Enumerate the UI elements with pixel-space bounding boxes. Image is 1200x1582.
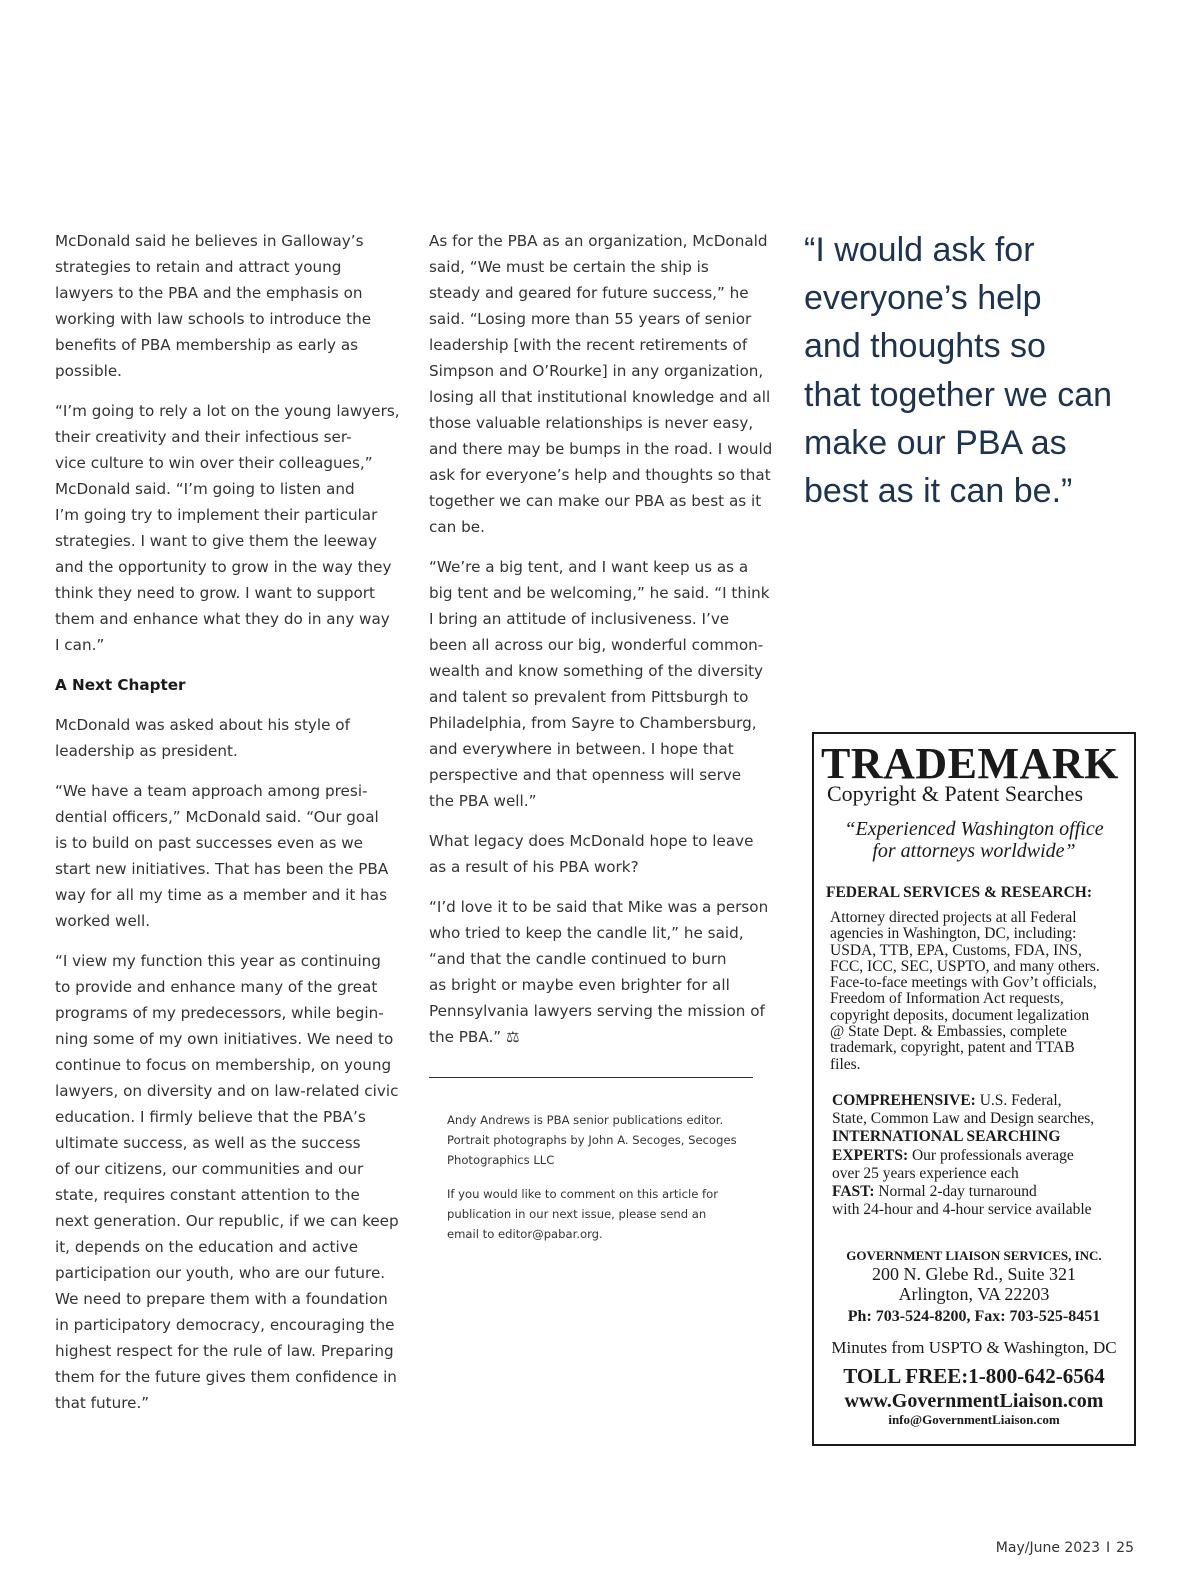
text-line: worked well. [55, 912, 151, 930]
text-line: lawyers, on diversity and on law-related civic [55, 1082, 399, 1100]
ad-company-name: GOVERNMENT LIAISON SERVICES, INC. [846, 1248, 1102, 1263]
text-line: as bright or maybe even brighter for all [429, 976, 730, 994]
paragraph [55, 712, 395, 764]
paragraph [55, 948, 399, 1416]
text-line: to provide and enhance many of the great [55, 978, 378, 996]
quote-line: everyone’s help [804, 279, 1042, 318]
text-line: “and that the candle continued to burn [429, 950, 727, 968]
text-line: and there may be bumps in the road. I would [429, 440, 773, 458]
ad-email: info@GovernmentLiaison.com [888, 1412, 1060, 1427]
text-line: working with law schools to introduce the [55, 310, 372, 328]
text-line: can be. [429, 518, 485, 536]
text-line: Attorney directed projects at all Federal [830, 909, 1077, 926]
text-line: files. [830, 1055, 861, 1073]
divider-rule [429, 1077, 753, 1078]
text-line: steady and geared for future success,” he [429, 284, 749, 302]
text-line: “I’m going to rely a lot on the young lawyers, [55, 402, 400, 420]
text-line: As for the PBA as an organization, McDonald [429, 232, 768, 250]
text-line: We need to prepare them with a foundation [55, 1290, 388, 1308]
text-line: dential officers,” McDonald said. “Our goal [55, 808, 379, 826]
text-line: Philadelphia, from Sayre to Chambersburg, [429, 714, 757, 732]
tagline-line: for attorneys worldwide” [872, 840, 1076, 862]
text-line: ning some of my own initiatives. We need to [55, 1030, 394, 1048]
text-line: way for all my time as a member and it has [55, 886, 387, 904]
text-line: strategies. I want to give them the leeway [55, 532, 377, 550]
paragraph [429, 828, 769, 880]
text-line: I bring an attitude of inclusiveness. I’ve [429, 610, 730, 628]
article-column-middle [429, 228, 773, 1064]
ad-website: www.GovernmentLiaison.com [844, 1390, 1104, 1412]
fast-text: Normal 2-day turnaround [874, 1183, 1037, 1201]
text-line: wealth and know something of the diversity [429, 662, 764, 680]
text-line: leadership as president. [55, 742, 238, 760]
text-line: “I’d love it to be said that Mike was a person [429, 898, 769, 916]
text-line: McDonald said. “I’m going to listen and [55, 480, 355, 498]
text-line: who tried to keep the candle lit,” he said, [429, 924, 744, 942]
text-line: in participatory democracy, encouraging the [55, 1316, 395, 1334]
text-line: FCC, ICC, SEC, USPTO, and many others. [830, 957, 1100, 975]
text-line: “We’re a big tent, and I want keep us as a [429, 558, 749, 576]
text-line: What legacy does McDonald hope to leave [429, 832, 754, 850]
text-line: participation our youth, who are our future. [55, 1264, 386, 1282]
text-line: together we can make our PBA as best as it [429, 492, 762, 510]
address-line: 200 N. Glebe Rd., Suite 321 [872, 1264, 1076, 1284]
paragraph [55, 398, 400, 658]
text-line [832, 1128, 1094, 1146]
quote-line: make our PBA as [804, 423, 1067, 462]
text-line: with 24-hour and 4-hour service available [832, 1201, 1092, 1219]
page-footer [996, 1540, 1134, 1556]
text-line: programs of my predecessors, while begin- [55, 1004, 384, 1022]
text-line: If you would like to comment on this article for [447, 1187, 718, 1201]
text-line: ultimate success, as well as the success [55, 1134, 361, 1152]
ad-services [832, 1092, 1094, 1219]
text-line: email to editor@pabar.org. [447, 1227, 603, 1241]
comprehensive-text: U.S. Federal, [975, 1092, 1062, 1109]
text-line: I’m going try to implement their particular [55, 506, 378, 524]
paragraph [55, 228, 395, 384]
text-line: continue to focus on membership, on young [55, 1056, 392, 1074]
international-label: INTERNATIONAL SEARCHING [832, 1128, 1061, 1146]
issue-date: May/June 2023 [995, 1540, 1101, 1556]
paragraph [429, 554, 769, 814]
text-line: education. I firmly believe that the PBA’s [55, 1108, 366, 1126]
text-line: Simpson and O’Rourke] in any organization, [429, 362, 764, 380]
text-line: is to build on past successes even as we [55, 834, 364, 852]
tagline-line: “Experienced Washington office [844, 818, 1104, 840]
text-line: agencies in Washington, DC, including: [830, 925, 1077, 943]
experts-label: EXPERTS: [832, 1146, 909, 1164]
text-line: @ State Dept. & Embassies, complete [830, 1023, 1067, 1041]
comprehensive-label: COMPREHENSIVE: [832, 1092, 976, 1109]
text-line: it, depends on the education and active [55, 1238, 359, 1256]
text-line: those valuable relationships is never easy, [429, 414, 754, 432]
text-line: them and enhance what they do in any way [55, 610, 390, 628]
ad-location-note: Minutes from USPTO & Washington, DC [831, 1338, 1117, 1357]
text-line: and everywhere in between. I hope that [429, 740, 734, 758]
text-line: lawyers to the PBA and the emphasis on [55, 284, 363, 302]
text-line: benefits of PBA membership as early as [55, 336, 359, 354]
text-line: start new initiatives. That has been the PBA [55, 860, 389, 878]
ad-toll-free: TOLL FREE:1-800-642-6564 [843, 1364, 1105, 1388]
ad-subtitle: Copyright & Patent Searches [827, 781, 1084, 806]
text-line: possible. [55, 362, 123, 380]
address-line: Arlington, VA 22203 [898, 1284, 1050, 1304]
text-line: State, Common Law and Design searches, [832, 1110, 1095, 1128]
text-line: think they need to grow. I want to support [55, 584, 375, 602]
text-line: been all across our big, wonderful common- [429, 636, 764, 654]
pull-quote [804, 226, 1184, 515]
text-line: the PBA well.” [429, 792, 537, 810]
footer-separator: I [1106, 1540, 1111, 1556]
text-line: vice culture to win over their colleagues,” [55, 454, 373, 472]
text-line: over 25 years experience each [832, 1164, 1019, 1182]
ad-address [814, 1264, 1134, 1304]
text-line [832, 1092, 1094, 1110]
ad-federal-body [830, 910, 1100, 1073]
comment-note [447, 1184, 757, 1244]
quote-line: and thoughts so [804, 327, 1046, 366]
text-line: “I view my function this year as continuing [55, 952, 381, 970]
paragraph [429, 228, 773, 540]
text-line: Freedom of Information Act requests, [830, 990, 1064, 1008]
article-column-left [55, 228, 400, 1430]
text-line: big tent and be welcoming,” he said. “I think [429, 584, 770, 602]
text-line: “We have a team approach among presi- [55, 782, 368, 800]
quote-line: “I would ask for [804, 231, 1035, 269]
trademark-advertisement [812, 732, 1136, 1446]
text-line: Portrait photographs by John A. Secoges, Secoges [447, 1133, 737, 1147]
text-line: McDonald was asked about his style of [55, 716, 350, 734]
text-line: USDA, TTB, EPA, Customs, FDA, INS, [830, 941, 1082, 959]
text-line: I can.” [55, 636, 105, 654]
experts-text: Our professionals average [908, 1146, 1074, 1164]
ad-federal-heading: FEDERAL SERVICES & RESEARCH: [826, 884, 1093, 901]
ad-title: TRADEMARK [821, 739, 1119, 788]
text-line: of our citizens, our communities and our [55, 1160, 364, 1178]
text-line [832, 1183, 1094, 1201]
text-line: their creativity and their infectious ser- [55, 428, 352, 446]
fast-label: FAST: [832, 1183, 875, 1201]
text-line: Photographics LLC [447, 1153, 555, 1167]
page-number: 25 [1116, 1540, 1134, 1556]
text-line: as a result of his PBA work? [429, 858, 639, 876]
text-line: copyright deposits, document legalization [830, 1006, 1090, 1024]
ad-phone: Ph: 703-524-8200, Fax: 703-525-8451 [847, 1308, 1101, 1325]
text-line: publication in our next issue, please send an [447, 1207, 707, 1221]
text-line: Andy Andrews is PBA senior publications editor. [447, 1113, 724, 1127]
text-line: and the opportunity to grow in the way they [55, 558, 392, 576]
text-line: Pennsylvania lawyers serving the mission of [429, 1002, 765, 1020]
text-line: McDonald said he believes in Galloway’s [55, 232, 364, 250]
credit-note [447, 1110, 757, 1170]
text-line: state, requires constant attention to the [55, 1186, 360, 1204]
text-line: that future.” [55, 1394, 150, 1412]
paragraph [55, 778, 395, 934]
text-line: said, “We must be certain the ship is [429, 258, 709, 276]
text-line: Face-to-face meetings with Gov’t officials, [830, 974, 1097, 992]
text-line: trademark, copyright, patent and TTAB [830, 1039, 1075, 1057]
text-line: ask for everyone’s help and thoughts so that [429, 466, 771, 484]
text-line: and talent so prevalent from Pittsburgh to [429, 688, 749, 706]
article-credits [447, 1110, 757, 1258]
quote-line: best as it can be.” [804, 472, 1073, 511]
text-line: leadership [with the recent retirements of [429, 336, 748, 354]
text-line: them for the future gives them confidence in [55, 1368, 397, 1386]
text-line: perspective and that openness will serve [429, 766, 742, 784]
text-line: said. “Losing more than 55 years of senior [429, 310, 752, 328]
text-line [832, 1147, 1094, 1165]
text-line: strategies to retain and attract young [55, 258, 342, 276]
section-heading: A Next Chapter [55, 676, 186, 694]
ad-tagline [814, 818, 1134, 862]
text-line: highest respect for the rule of law. Preparing [55, 1342, 394, 1360]
text-line: losing all that institutional knowledge and all [429, 388, 771, 406]
quote-line: that together we can [804, 375, 1113, 414]
text-line: next generation. Our republic, if we can keep [55, 1212, 399, 1230]
text-line: the PBA.” ⚖ [429, 1028, 520, 1046]
paragraph [429, 894, 769, 1050]
